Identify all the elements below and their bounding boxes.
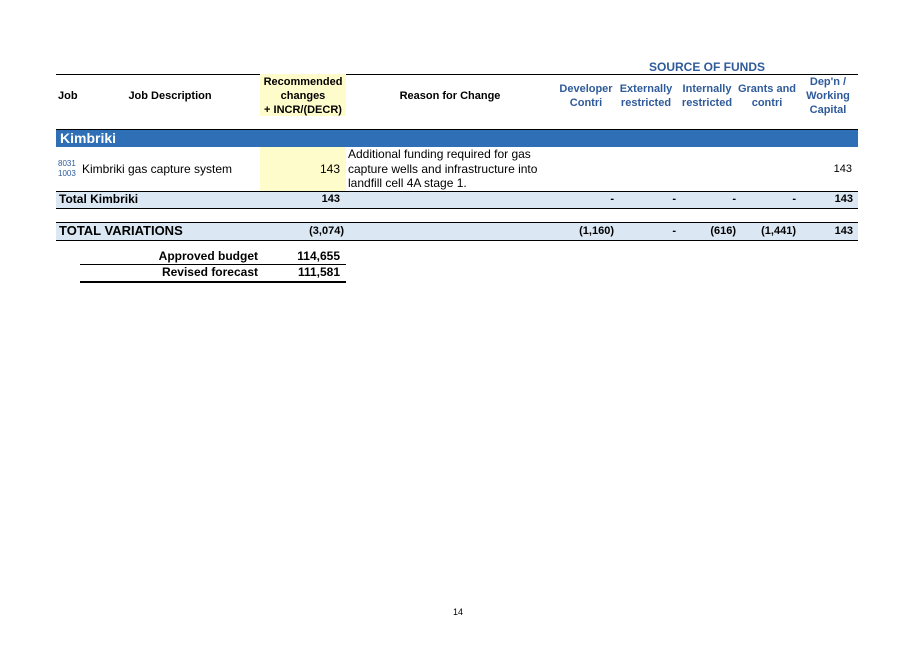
job-number <box>58 159 80 179</box>
reason-for-change <box>348 147 553 191</box>
page-number: 14 <box>452 607 463 617</box>
total-variations-grants: (1,441) <box>761 225 796 237</box>
summary-double-underline <box>80 281 346 283</box>
total-kimbriki-label: Total Kimbriki <box>59 192 139 206</box>
total-kimbriki-recommended: 143 <box>321 193 340 205</box>
job-number-line2: 1003 <box>58 169 76 178</box>
recommended-value: 143 <box>319 162 340 176</box>
reason-line3: landfill cell 4A stage 1. <box>348 176 467 190</box>
header-internally <box>677 82 737 110</box>
depn-value: 143 <box>833 163 852 175</box>
approved-budget-label: Approved budget <box>158 249 258 263</box>
header-externally-line2: restricted <box>620 97 672 109</box>
reason-line1: Additional funding required for gas <box>348 147 531 161</box>
header-depn <box>798 75 858 117</box>
header-grants-line1: Grants and <box>737 83 797 95</box>
revised-forecast-value: 111,581 <box>297 265 340 279</box>
header-developer-line1: Developer <box>559 83 613 95</box>
total-kimbriki-developer: - <box>610 193 614 205</box>
header-depn-line2: Working <box>806 90 850 102</box>
header-grants-line2: contri <box>751 97 783 109</box>
total-variations-developer: (1,160) <box>579 225 614 237</box>
header-recommended-line1: Recommended <box>263 76 343 88</box>
header-externally <box>616 82 676 110</box>
source-of-funds-title: SOURCE OF FUNDS <box>648 60 765 74</box>
total-kimbriki-depn: 143 <box>834 193 853 205</box>
header-recommended-changes <box>260 74 346 116</box>
total-kimbriki-externally: - <box>672 193 676 205</box>
total-variations-internally: (616) <box>710 225 736 237</box>
header-grants <box>736 82 798 110</box>
reason-line2: capture wells and infrastructure into <box>348 161 538 176</box>
header-developer <box>556 82 616 110</box>
header-depn-line3: Capital <box>809 104 847 116</box>
header-internally-line2: restricted <box>681 97 733 109</box>
total-variations-externally: - <box>672 225 676 237</box>
header-externally-line1: Externally <box>619 83 673 95</box>
total-variations-depn: 143 <box>834 225 853 237</box>
header-developer-line2: Contri <box>569 97 603 109</box>
header-job-description: Job Description <box>128 90 212 102</box>
total-variations-label: TOTAL VARIATIONS <box>59 223 183 238</box>
total-variations-recommended: (3,074) <box>309 225 344 237</box>
header-recommended-line2: changes <box>280 90 326 102</box>
approved-budget-value: 114,655 <box>297 249 340 263</box>
header-top-border <box>56 74 858 75</box>
revised-forecast-label: Revised forecast <box>161 265 258 279</box>
header-recommended-line3: + INCR/(DECR) <box>264 104 342 116</box>
job-description: Kimbriki gas capture system <box>82 162 233 176</box>
header-internally-line1: Internally <box>682 83 732 95</box>
section-title-kimbriki: Kimbriki <box>56 130 858 147</box>
header-depn-line1: Dep'n / <box>809 76 847 88</box>
total-kimbriki-grants: - <box>792 193 796 205</box>
header-reason: Reason for Change <box>399 90 501 102</box>
job-number-line1: 8031 <box>58 159 76 168</box>
total-kimbriki-internally: - <box>732 193 736 205</box>
header-job: Job <box>58 90 78 102</box>
